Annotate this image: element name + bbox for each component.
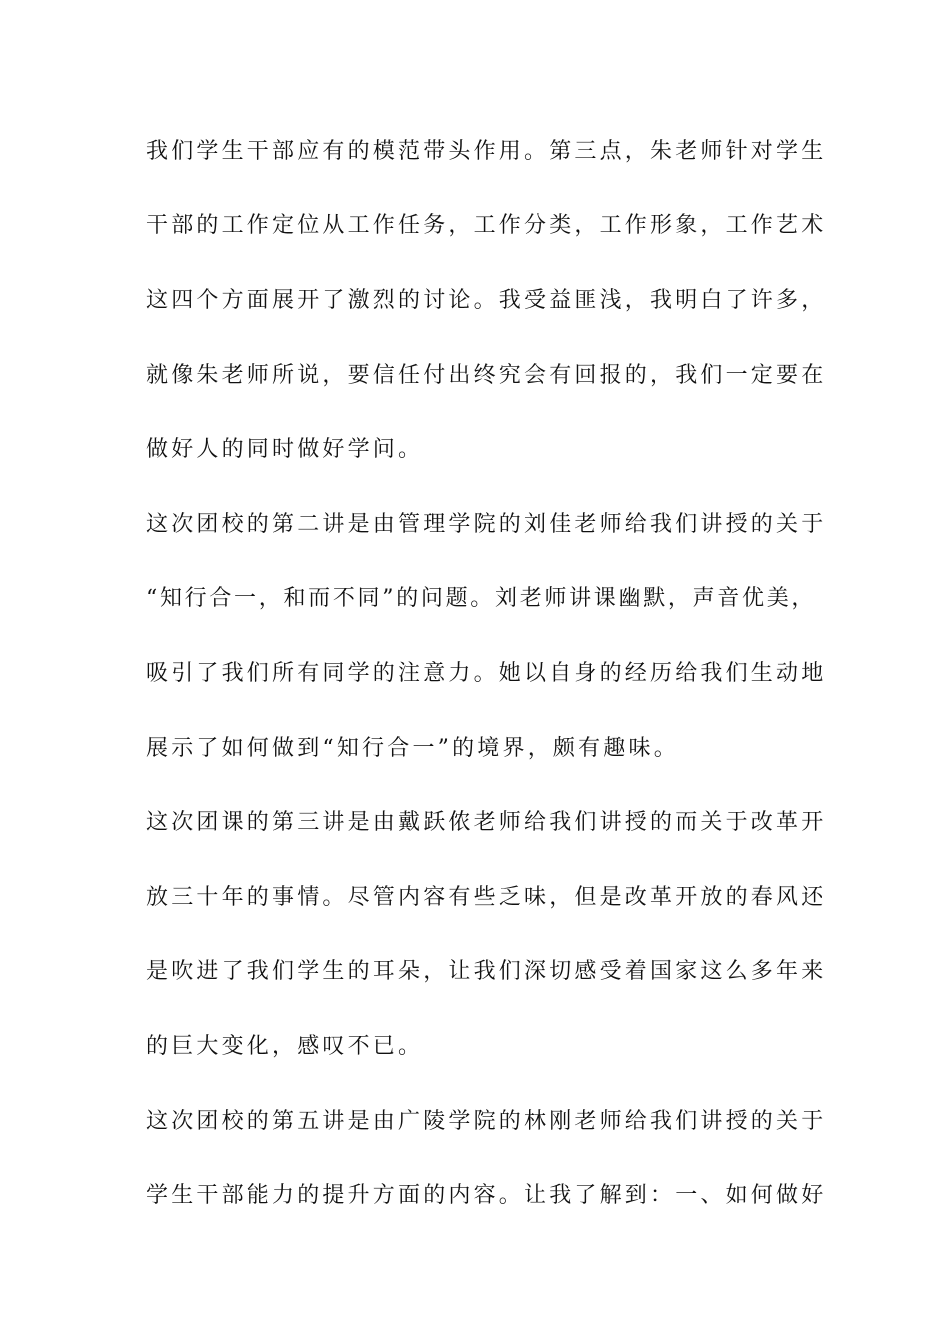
text-line: 这次团课的第三讲是由戴跃侬老师给我们讲授的而关于改革开: [146, 810, 827, 835]
text-line: 干部的工作定位从工作任务，工作分类，工作形象，工作艺术: [146, 213, 827, 238]
text-line: 放三十年的事情。尽管内容有些乏味，但是改革开放的春风还: [146, 885, 827, 910]
text-line: 就像朱老师所说，要信任付出终究会有回报的，我们一定要在: [146, 363, 827, 388]
text-line: 吸引了我们所有同学的注意力。她以自身的经历给我们生动地: [146, 661, 827, 686]
text-line: 的巨大变化，感叹不已。: [146, 1034, 424, 1059]
text-line: 展示了如何做到“知行合一”的境界，颇有趣味。: [146, 736, 679, 761]
text-line: 这次团校的第二讲是由管理学院的刘佳老师给我们讲授的关于: [146, 512, 827, 537]
text-line: “知行合一，和而不同”的问题。刘老师讲课幽默，声音优美，: [146, 586, 817, 611]
text-line: 做好人的同时做好学问。: [146, 437, 424, 462]
text-line: 这四个方面展开了激烈的讨论。我受益匪浅，我明白了许多，: [146, 288, 827, 313]
text-line: 学生干部能力的提升方面的内容。让我了解到：一、如何做好: [146, 1183, 827, 1208]
text-line: 是吹进了我们学生的耳朵，让我们深切感受着国家这么多年来: [146, 959, 827, 984]
text-line: 这次团校的第五讲是由广陵学院的林刚老师给我们讲授的关于: [146, 1109, 827, 1134]
text-line: 我们学生干部应有的模范带头作用。第三点，朱老师针对学生: [146, 139, 827, 164]
